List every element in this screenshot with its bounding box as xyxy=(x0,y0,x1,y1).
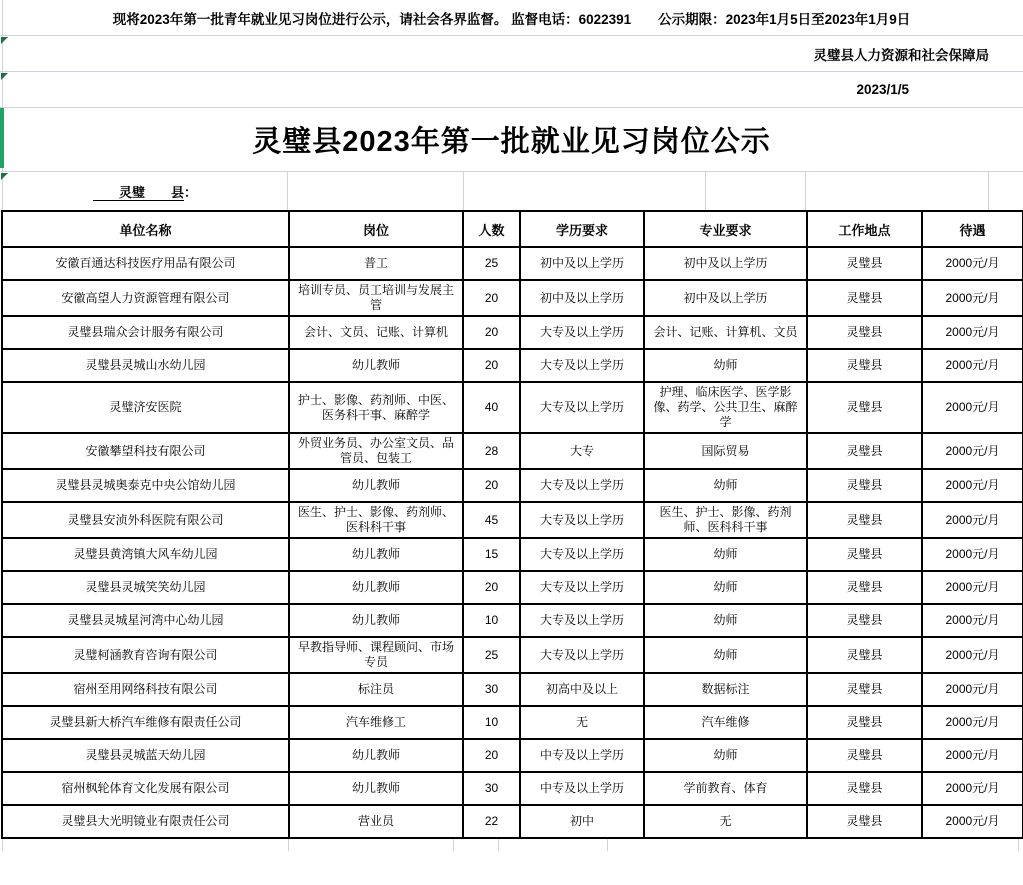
cell-major-requirement[interactable]: 幼师 xyxy=(644,571,807,604)
cell-work-location[interactable]: 灵璧县 xyxy=(807,382,922,433)
cell-position[interactable]: 外贸业务员、办公室文员、品管员、包装工 xyxy=(289,433,463,469)
cell-company-name[interactable]: 安徽高望人力资源管理有限公司 xyxy=(2,280,289,316)
cell-education-requirement[interactable]: 大专及以上学历 xyxy=(520,571,644,604)
gridline-vertical xyxy=(1018,839,1019,851)
cell-salary[interactable]: 2000元/月 xyxy=(922,247,1023,280)
table-row xyxy=(2,247,1023,280)
cell-error-triangle-icon xyxy=(1,73,8,80)
table-row xyxy=(2,316,1023,349)
table-row xyxy=(2,673,1023,706)
cell-work-location[interactable]: 灵璧县 xyxy=(807,805,922,838)
cell-headcount[interactable]: 40 xyxy=(463,382,520,433)
date-row[interactable] xyxy=(0,72,1023,108)
cell-company-name[interactable]: 灵璧济安医院 xyxy=(2,382,289,433)
cell-company-name[interactable]: 灵璧县灵城蓝天幼儿园 xyxy=(2,739,289,772)
cell-company-name[interactable]: 灵璧县灵城山水幼儿园 xyxy=(2,349,289,382)
cell-headcount[interactable]: 30 xyxy=(463,772,520,805)
cell-work-location[interactable]: 灵璧县 xyxy=(807,673,922,706)
partial-row xyxy=(0,839,1023,851)
cell-headcount[interactable]: 22 xyxy=(463,805,520,838)
cell-major-requirement[interactable]: 幼师 xyxy=(644,349,807,382)
header-major-requirement[interactable]: 专业要求 xyxy=(644,211,807,247)
table-row xyxy=(2,637,1023,673)
cell-work-location[interactable]: 灵璧县 xyxy=(807,637,922,673)
cell-education-requirement[interactable]: 初中及以上学历 xyxy=(520,247,644,280)
cell-headcount[interactable]: 20 xyxy=(463,349,520,382)
cell-headcount[interactable]: 25 xyxy=(463,247,520,280)
cell-work-location[interactable]: 灵璧县 xyxy=(807,571,922,604)
cell-position[interactable]: 护士、影像、药剂师、中医、医务科干事、麻醉学 xyxy=(289,382,463,433)
date-text: 2023/1/5 xyxy=(856,82,909,97)
county-label-row[interactable] xyxy=(0,172,1023,210)
table-row xyxy=(2,349,1023,382)
header-work-location[interactable]: 工作地点 xyxy=(807,211,922,247)
cell-salary[interactable]: 2000元/月 xyxy=(922,571,1023,604)
cell-company-name[interactable]: 灵璧县瑞众会计服务有限公司 xyxy=(2,316,289,349)
table-row xyxy=(2,433,1023,469)
cell-education-requirement[interactable]: 大专及以上学历 xyxy=(520,637,644,673)
cell-position[interactable]: 幼儿教师 xyxy=(289,469,463,502)
cell-company-name[interactable]: 灵璧县灵城星河湾中心幼儿园 xyxy=(2,604,289,637)
cell-work-location[interactable]: 灵璧县 xyxy=(807,469,922,502)
cell-position[interactable]: 汽车维修工 xyxy=(289,706,463,739)
cell-salary[interactable]: 2000元/月 xyxy=(922,805,1023,838)
cell-headcount[interactable]: 20 xyxy=(463,469,520,502)
cell-company-name[interactable]: 灵璧县灵城奥泰克中央公馆幼儿园 xyxy=(2,469,289,502)
county-label-colon: ： xyxy=(184,184,198,200)
cell-major-requirement[interactable]: 初中及以上学历 xyxy=(644,247,807,280)
cell-headcount[interactable]: 20 xyxy=(463,739,520,772)
cell-salary[interactable]: 2000元/月 xyxy=(922,349,1023,382)
table-row xyxy=(2,280,1023,316)
cell-salary[interactable]: 2000元/月 xyxy=(922,739,1023,772)
table-row xyxy=(2,571,1023,604)
gridline-vertical xyxy=(463,172,464,210)
table-row xyxy=(2,772,1023,805)
gridline-vertical xyxy=(705,172,706,210)
cell-salary[interactable]: 2000元/月 xyxy=(922,316,1023,349)
cell-work-location[interactable]: 灵璧县 xyxy=(807,604,922,637)
cell-education-requirement[interactable]: 大专及以上学历 xyxy=(520,349,644,382)
cell-education-requirement[interactable]: 大专及以上学历 xyxy=(520,316,644,349)
cell-salary[interactable]: 2000元/月 xyxy=(922,673,1023,706)
cell-major-requirement[interactable]: 学前教育、体育 xyxy=(644,772,807,805)
cell-headcount[interactable]: 20 xyxy=(463,571,520,604)
cell-education-requirement[interactable]: 大专及以上学历 xyxy=(520,538,644,571)
cell-work-location[interactable]: 灵璧县 xyxy=(807,247,922,280)
cell-headcount[interactable]: 28 xyxy=(463,433,520,469)
county-label-underlined: 灵璧 县 xyxy=(93,184,185,200)
cell-education-requirement[interactable]: 中专及以上学历 xyxy=(520,739,644,772)
header-salary[interactable]: 待遇 xyxy=(922,211,1023,247)
cell-salary[interactable]: 2000元/月 xyxy=(922,637,1023,673)
cell-work-location[interactable]: 灵璧县 xyxy=(807,349,922,382)
gridline-vertical xyxy=(453,839,454,851)
cell-company-name[interactable]: 宿州枫轮体育文化发展有限公司 xyxy=(2,772,289,805)
job-table xyxy=(1,210,1023,839)
cell-education-requirement[interactable]: 大专 xyxy=(520,433,644,469)
cell-education-requirement[interactable]: 初高中及以上 xyxy=(520,673,644,706)
cell-position[interactable]: 培训专员、员工培训与发展主管 xyxy=(289,280,463,316)
announcement-row[interactable] xyxy=(0,0,1023,36)
cell-company-name[interactable]: 灵璧县黄湾镇大风车幼儿园 xyxy=(2,538,289,571)
cell-major-requirement[interactable]: 数据标注 xyxy=(644,673,807,706)
cell-salary[interactable]: 2000元/月 xyxy=(922,706,1023,739)
gridline-vertical xyxy=(805,172,806,210)
cell-position[interactable]: 幼儿教师 xyxy=(289,739,463,772)
cell-work-location[interactable]: 灵璧县 xyxy=(807,772,922,805)
cell-company-name[interactable]: 灵璧县大光明镜业有限责任公司 xyxy=(2,805,289,838)
cell-salary[interactable]: 2000元/月 xyxy=(922,538,1023,571)
cell-headcount[interactable]: 20 xyxy=(463,316,520,349)
cell-salary[interactable]: 2000元/月 xyxy=(922,772,1023,805)
cell-headcount[interactable]: 30 xyxy=(463,673,520,706)
cell-work-location[interactable]: 灵璧县 xyxy=(807,538,922,571)
table-row xyxy=(2,538,1023,571)
gridline-vertical xyxy=(498,839,499,851)
cell-company-name[interactable]: 灵璧县安浈外科医院有限公司 xyxy=(2,502,289,538)
cell-company-name[interactable]: 灵璧县灵城笑笑幼儿园 xyxy=(2,571,289,604)
cell-headcount[interactable]: 25 xyxy=(463,637,520,673)
cell-education-requirement[interactable]: 大专及以上学历 xyxy=(520,382,644,433)
cell-work-location[interactable]: 灵璧县 xyxy=(807,502,922,538)
table-row xyxy=(2,805,1023,838)
cell-major-requirement[interactable]: 会计、记账、计算机、文员 xyxy=(644,316,807,349)
cell-company-name[interactable]: 灵璧柯涵教育咨询有限公司 xyxy=(2,637,289,673)
cell-position[interactable]: 早教指导师、课程顾问、市场专员 xyxy=(289,637,463,673)
page-title: 灵璧县2023年第一批就业见习岗位公示 xyxy=(252,126,771,158)
gridline-vertical xyxy=(287,172,288,210)
cell-salary[interactable]: 2000元/月 xyxy=(922,469,1023,502)
cell-education-requirement[interactable]: 中专及以上学历 xyxy=(520,772,644,805)
header-position[interactable]: 岗位 xyxy=(289,211,463,247)
cell-education-requirement[interactable]: 无 xyxy=(520,706,644,739)
table-row xyxy=(2,706,1023,739)
cell-headcount[interactable]: 10 xyxy=(463,706,520,739)
cell-work-location[interactable]: 灵璧县 xyxy=(807,739,922,772)
cell-company-name[interactable]: 宿州至用网络科技有限公司 xyxy=(2,673,289,706)
cell-major-requirement[interactable]: 初中及以上学历 xyxy=(644,280,807,316)
cell-position[interactable]: 幼儿教师 xyxy=(289,772,463,805)
cell-headcount[interactable]: 20 xyxy=(463,280,520,316)
cell-company-name[interactable]: 灵璧县新大桥汽车维修有限责任公司 xyxy=(2,706,289,739)
cell-error-triangle-icon xyxy=(1,37,8,44)
cell-major-requirement[interactable]: 幼师 xyxy=(644,469,807,502)
table-row xyxy=(2,502,1023,538)
cell-salary[interactable]: 2000元/月 xyxy=(922,382,1023,433)
selection-bar xyxy=(0,108,4,168)
department-row[interactable] xyxy=(0,36,1023,72)
cell-major-requirement[interactable]: 幼师 xyxy=(644,637,807,673)
cell-work-location[interactable]: 灵璧县 xyxy=(807,316,922,349)
table-row xyxy=(2,469,1023,502)
cell-major-requirement[interactable]: 无 xyxy=(644,805,807,838)
title-row[interactable] xyxy=(0,108,1023,172)
cell-major-requirement[interactable]: 国际贸易 xyxy=(644,433,807,469)
table-row xyxy=(2,739,1023,772)
cell-education-requirement[interactable]: 大专及以上学历 xyxy=(520,502,644,538)
cell-headcount[interactable]: 15 xyxy=(463,538,520,571)
cell-position[interactable]: 营业员 xyxy=(289,805,463,838)
cell-headcount[interactable]: 45 xyxy=(463,502,520,538)
header-education-requirement[interactable]: 学历要求 xyxy=(520,211,644,247)
cell-position[interactable]: 医生、护士、影像、药剂师、医科科干事 xyxy=(289,502,463,538)
gridline-vertical xyxy=(988,172,989,210)
header-headcount[interactable]: 人数 xyxy=(463,211,520,247)
cell-position[interactable]: 幼儿教师 xyxy=(289,571,463,604)
cell-major-requirement[interactable]: 医生、护士、影像、药剂师、医科科干事 xyxy=(644,502,807,538)
cell-position[interactable]: 幼儿教师 xyxy=(289,538,463,571)
header-company-name[interactable]: 单位名称 xyxy=(2,211,289,247)
cell-salary[interactable]: 2000元/月 xyxy=(922,433,1023,469)
cell-position[interactable]: 幼儿教师 xyxy=(289,604,463,637)
gridline-vertical xyxy=(2,839,3,851)
gridline-vertical xyxy=(288,839,289,851)
department-text: 灵璧县人力资源和社会保障局 xyxy=(813,47,989,63)
cell-error-triangle-icon xyxy=(1,173,8,180)
cell-company-name[interactable]: 安徽百通达科技医疗用品有限公司 xyxy=(2,247,289,280)
cell-education-requirement[interactable]: 大专及以上学历 xyxy=(520,469,644,502)
table-header-row xyxy=(2,211,1023,247)
cell-major-requirement[interactable]: 幼师 xyxy=(644,538,807,571)
cell-work-location[interactable]: 灵璧县 xyxy=(807,706,922,739)
cell-work-location[interactable]: 灵璧县 xyxy=(807,433,922,469)
cell-position[interactable]: 幼儿教师 xyxy=(289,349,463,382)
announcement-text: 现将2023年第一批青年就业见习岗位进行公示，请社会各界监督。 监督电话：6022391 公示期限：2023年1月5日至2023年1月9日 xyxy=(112,11,911,27)
cell-salary[interactable]: 2000元/月 xyxy=(922,280,1023,316)
cell-position[interactable]: 会计、文员、记账、计算机 xyxy=(289,316,463,349)
cell-major-requirement[interactable]: 幼师 xyxy=(644,739,807,772)
table-row xyxy=(2,382,1023,433)
cell-company-name[interactable]: 安徽攀望科技有限公司 xyxy=(2,433,289,469)
cell-major-requirement[interactable]: 汽车维修 xyxy=(644,706,807,739)
cell-education-requirement[interactable]: 大专及以上学历 xyxy=(520,604,644,637)
cell-major-requirement[interactable]: 护理、临床医学、医学影像、药学、公共卫生、麻醉学 xyxy=(644,382,807,433)
cell-salary[interactable]: 2000元/月 xyxy=(922,502,1023,538)
table-row xyxy=(2,604,1023,637)
cell-major-requirement[interactable]: 幼师 xyxy=(644,604,807,637)
cell-position[interactable]: 标注员 xyxy=(289,673,463,706)
cell-education-requirement[interactable]: 初中 xyxy=(520,805,644,838)
cell-headcount[interactable]: 10 xyxy=(463,604,520,637)
cell-education-requirement[interactable]: 初中及以上学历 xyxy=(520,280,644,316)
cell-position[interactable]: 普工 xyxy=(289,247,463,280)
gridline-vertical xyxy=(607,839,608,851)
cell-work-location[interactable]: 灵璧县 xyxy=(807,280,922,316)
cell-salary[interactable]: 2000元/月 xyxy=(922,604,1023,637)
